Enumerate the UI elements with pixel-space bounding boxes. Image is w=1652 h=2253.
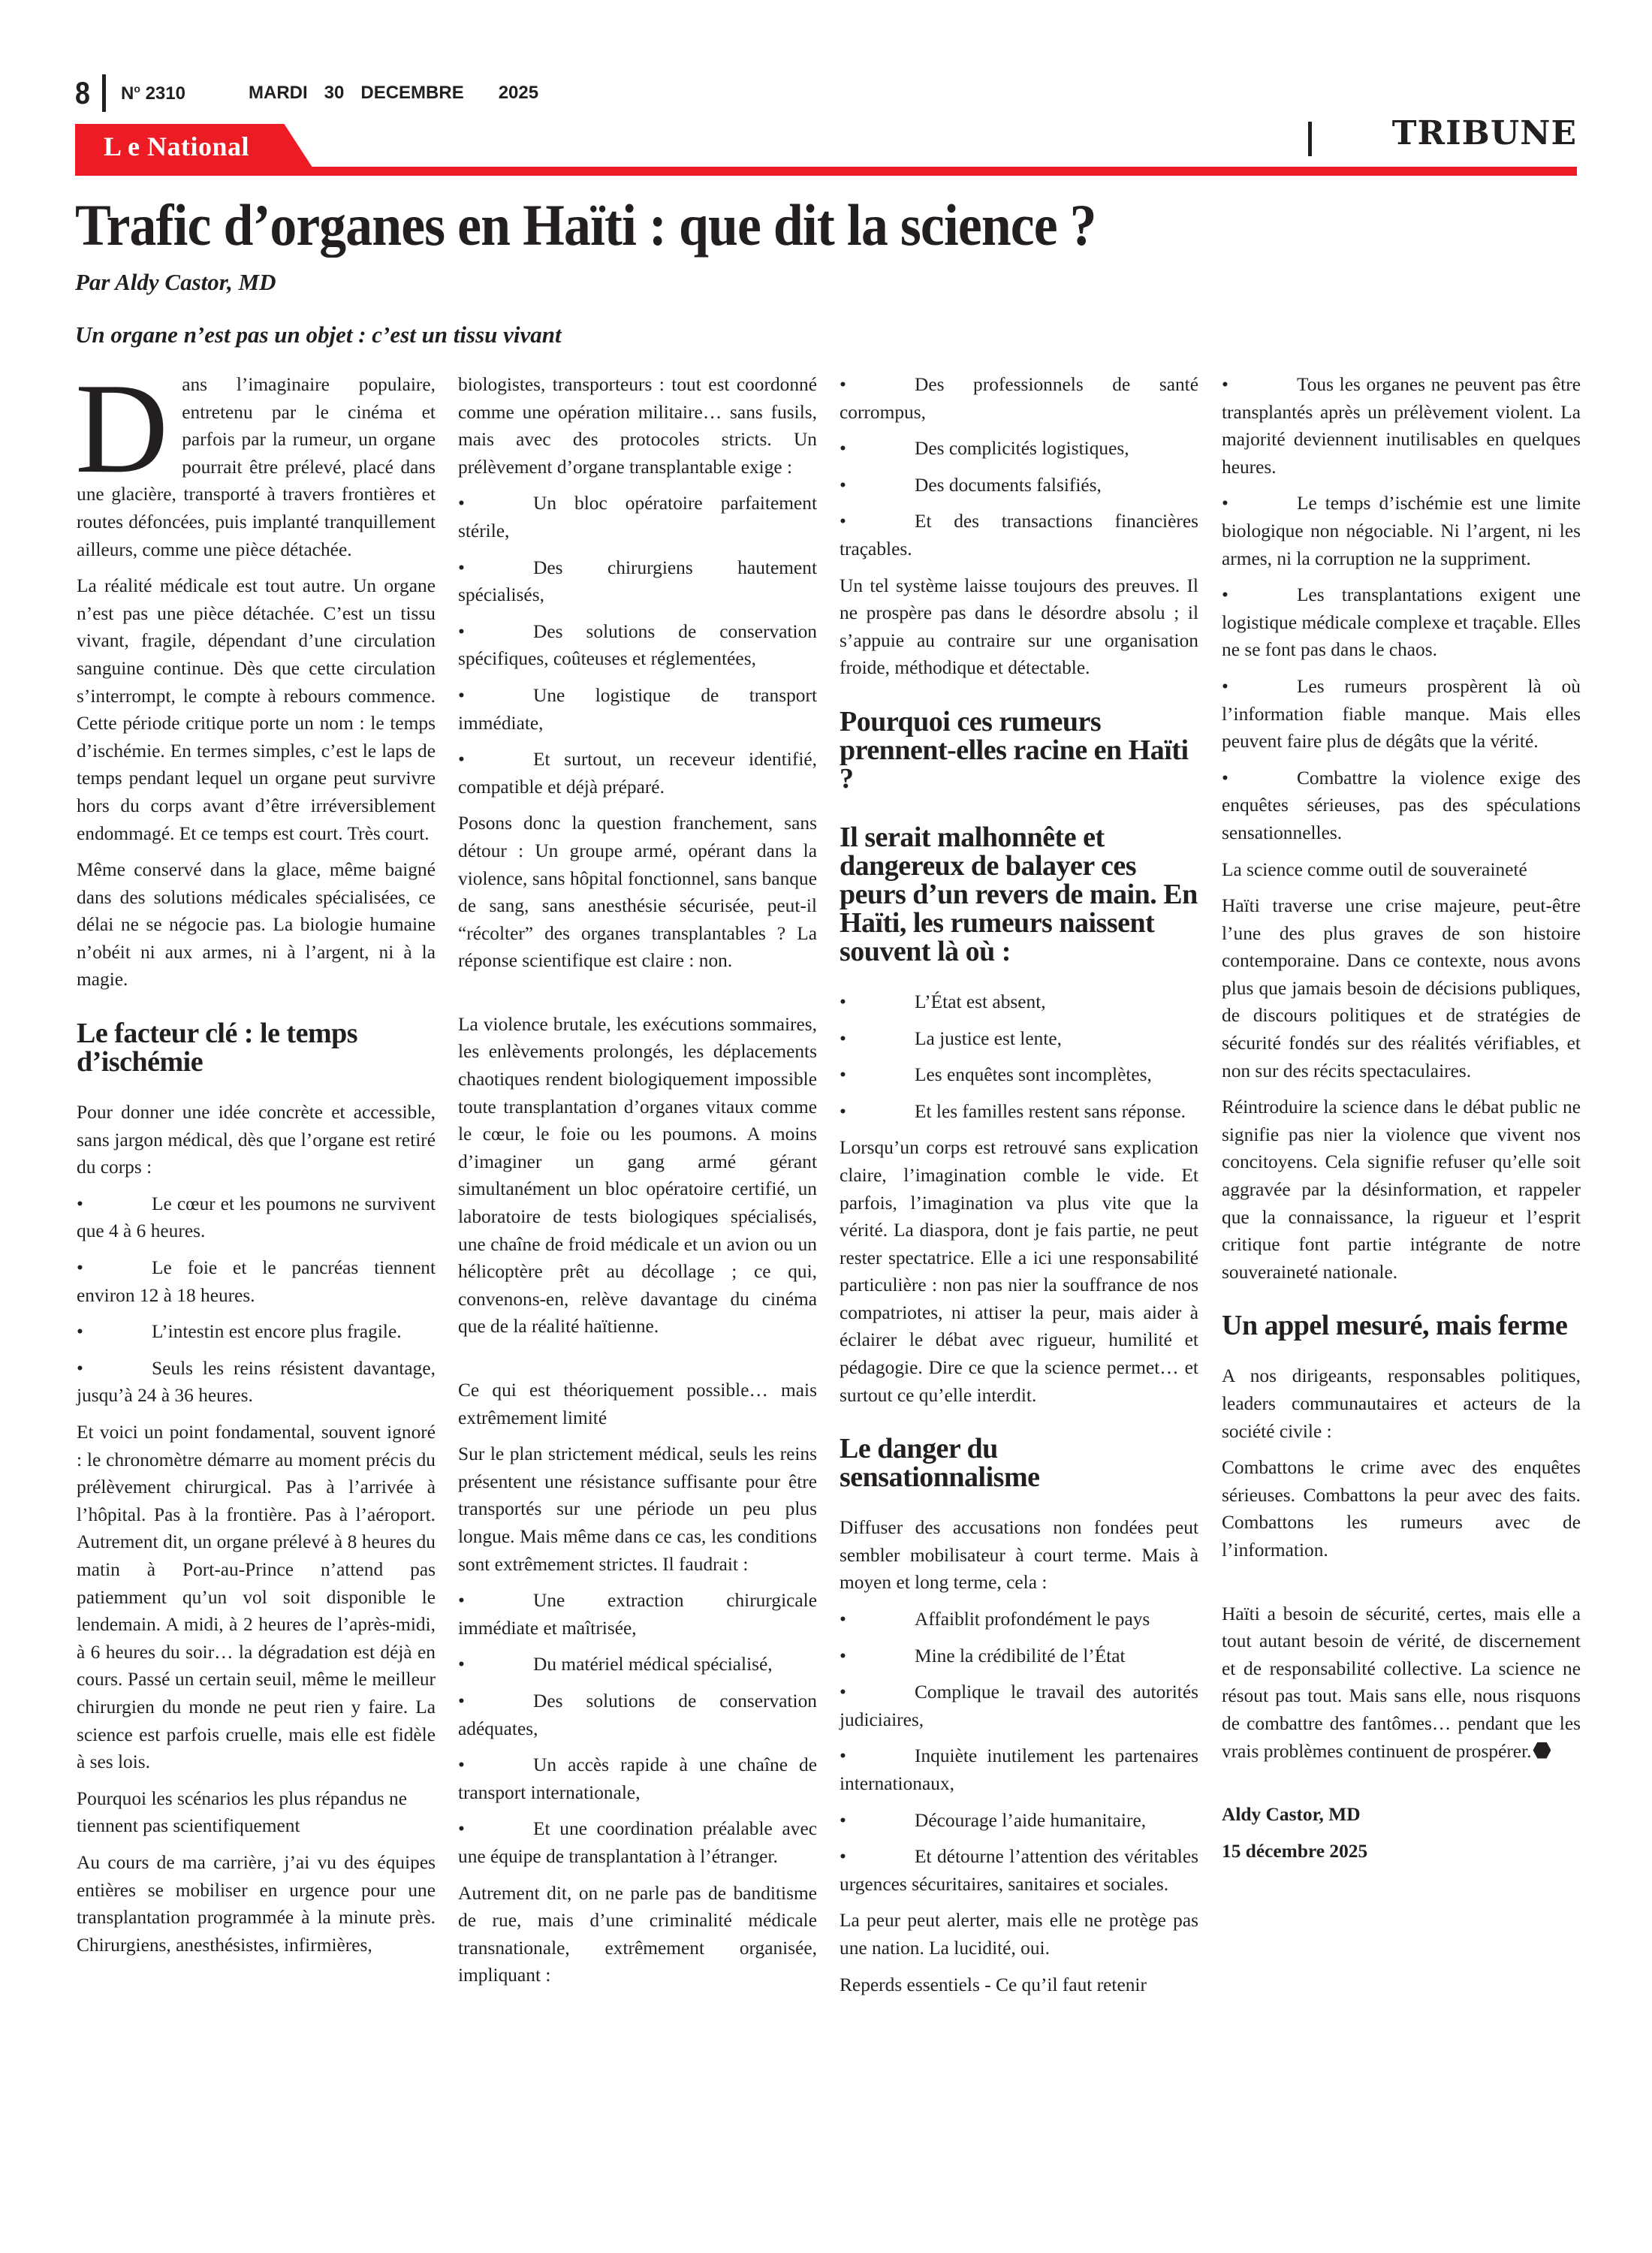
bullet-icon: • — [1222, 584, 1228, 606]
paragraph: Sur le plan strictement médical, seuls les reins présentent une résistance suffisante pour être transportés sur une période un peu plus longue. Mais même dans ce cas, les conditions sont extrêmement strictes. Il faudrait : — [458, 1443, 817, 1575]
bullet-icon: • — [458, 684, 465, 706]
issue-number — [121, 83, 249, 104]
list-item-text: Affaiblit profondément le pays — [915, 1609, 1150, 1630]
list-item-text: Des solutions de conservation adéquates, — [458, 1690, 817, 1739]
date-day: 30 — [324, 83, 345, 103]
list-item-text: Des complicités logistiques, — [915, 438, 1129, 460]
bullet-icon: • — [840, 438, 846, 460]
list-item — [77, 1190, 436, 1245]
list-item-text: Et des transactions financières traçables. — [840, 511, 1198, 559]
page-number: 8 — [75, 75, 90, 110]
list-item-text: Des solutions de conservation spécifiques, coûteuses et réglementées, — [458, 620, 817, 670]
paragraph — [1222, 1600, 1581, 1766]
bullet-icon: • — [840, 1100, 846, 1122]
bullet-icon: • — [458, 556, 465, 578]
paragraph: La science comme outil de souveraineté — [1222, 858, 1527, 880]
bullet-icon: • — [840, 474, 846, 496]
list-item-text: Le cœur et les poumons ne survivent que 4 à 6 heures. — [77, 1193, 436, 1242]
list-item — [77, 1318, 436, 1346]
intro-text: ans l’imaginaire populaire, entretenu par le cinéma et parfois par la rumeur, un organe pourrait être prélevé, placé dans une glacière, transporté à travers frontières et routes défoncées, puis implanté tranquillement ailleurs, comme une pièce détachée. — [77, 374, 436, 560]
list-item — [458, 554, 817, 609]
paragraph: biologistes, transporteurs : tout est coordonné comme une opération militaire… sans fusils, mais avec des protocoles stricts. Un prélèvement d’organe transplantable exige : — [458, 374, 817, 478]
paragraph: Posons donc la question franchement, sans détour : Un groupe armé, opérant dans la violence, sans hôpital fonctionnel, sans banque de sang, sans anesthésie sécurisée, peut-il “récolter” des organes transplantables ? La réponse scientifique est claire : non. — [458, 813, 817, 972]
column-2 — [458, 371, 817, 1998]
list-item — [840, 472, 1198, 499]
end-mark-icon — [1533, 1742, 1551, 1759]
list-item — [840, 988, 1198, 1016]
bullet-icon: • — [458, 1654, 465, 1675]
bullet-icon: • — [840, 1846, 846, 1868]
list-item-text: Un bloc opératoire parfaitement stérile, — [458, 493, 817, 541]
paragraph: Un tel système laisse toujours des preuves. Il ne prospère pas dans le désordre absolu ; il s’appuie au contraire sur une organisation froide, méthodique et détectable. — [840, 575, 1198, 679]
list-item — [840, 1642, 1198, 1670]
masthead-info — [75, 74, 555, 113]
masthead-divider — [102, 74, 106, 112]
list-item — [458, 746, 817, 801]
list-item — [840, 508, 1198, 562]
signature-date: 15 décembre 2025 — [1222, 1840, 1368, 1862]
list-item — [77, 1254, 436, 1309]
date-month: DECEMBRE — [360, 83, 464, 103]
list-item — [840, 1098, 1198, 1126]
paragraph: A nos dirigeants, responsables politiques, leaders communautaires et acteurs de la société civile : — [1222, 1365, 1581, 1442]
date-year: 2025 — [498, 83, 539, 103]
bullet-icon: • — [458, 1590, 465, 1612]
column-1 — [75, 357, 436, 1968]
list-item-text: Complique le travail des autorités judiciaires, — [840, 1681, 1198, 1730]
list-item-text: Et une coordination préalable avec une équipe de transplantation à l’étranger. — [458, 1818, 817, 1867]
list-item — [840, 435, 1198, 463]
issue-sup: o — [134, 82, 140, 95]
list-item-text: Et détourne l’attention des véritables urgences sécuritaires, sanitaires et sociales. — [840, 1846, 1198, 1895]
list-item-text: Et surtout, un receveur identifié, compatible et déjà préparé. — [458, 749, 817, 798]
subheading-appel: Un appel mesuré, mais ferme — [1222, 1310, 1568, 1342]
list-item — [840, 1807, 1198, 1835]
paragraph: Ce qui est théoriquement possible… mais extrêmement limité — [458, 1380, 817, 1428]
list-item-text: Inquiète inutilement les partenaires internationaux, — [840, 1745, 1198, 1794]
list-item — [77, 1355, 436, 1410]
paragraph: La réalité médicale est tout autre. Un organe n’est pas une pièce détachée. C’est un tissu vivant, fragile, dépendant d’une circulation sanguine continue. Dès que cette circulation s’interrompt, le compte à rebours commence. Cette période critique porte un nom : le temps d’ischémie. En termes simples, c’est le laps de temps pendant lequel un organe peut survivre hors du corps avant d’être irréversiblement endommagé. Et ce temps est court. Très court. — [77, 575, 436, 844]
bullet-icon: • — [77, 1321, 83, 1343]
bullet-icon: • — [840, 1681, 846, 1703]
list-item-text: Tous les organes ne peuvent pas être transplantés après un prélèvement violent. La majorité deviennent inutilisables en quelques heures. — [1222, 374, 1581, 478]
list-item — [1222, 490, 1581, 572]
bullet-icon: • — [1222, 675, 1228, 697]
list-item — [840, 1606, 1198, 1633]
list-item-text: Et les familles restent sans réponse. — [915, 1100, 1186, 1122]
section-label: TRIBUNE — [1391, 114, 1577, 152]
list-item — [840, 371, 1198, 426]
list-item — [458, 1687, 817, 1742]
list-item-text: L’intestin est encore plus fragile. — [152, 1321, 402, 1343]
list-item — [840, 1843, 1198, 1898]
bullet-icon: • — [458, 749, 465, 771]
list-item-text: Les rumeurs prospèrent là où l’information fiable manque. Mais elles peuvent faire plus de dégâts que la vérité. — [1222, 675, 1581, 753]
list-item — [458, 1751, 817, 1806]
column-4 — [1222, 371, 1581, 1874]
issue-value: 2310 — [145, 83, 185, 104]
bullet-icon: • — [77, 1193, 83, 1214]
paragraph: Réintroduire la science dans le débat public ne signifie pas nier la violence que vivent nos concitoyens. Cela signifie refuser qu’elle soit aggravée par la désinformation, et rappeler que la connaissance, la rigueur et l’esprit critique font partie intégrante de notre souveraineté nationale. — [1222, 1096, 1581, 1283]
list-item-text: Décourage l’aide humanitaire, — [915, 1809, 1147, 1831]
list-item-text: Mine la crédibilité de l’État — [915, 1645, 1126, 1666]
bullet-icon: • — [840, 1809, 846, 1831]
list-item — [458, 682, 817, 737]
spacer — [1222, 1573, 1581, 1600]
list-item — [458, 1587, 817, 1642]
bullet-icon: • — [1222, 374, 1228, 395]
paragraph: Et voici un point fondamental, souvent ignoré : le chronomètre démarre au moment précis du prélèvement chirurgical. Pas à l’arrivée à l’hôpital. Pas à la frontière. Pas à l’aéroport. Autrement dit, un organe prélevé à 8 heures du matin à Port-au-Prince n’attend pas patiemment qu’un vol soit disponible le lendemain. A midi, à 2 heures de l’après-midi, à 6 heures du soir… la dégradation est déjà en cours. Passé un certain seuil, même le meilleur chirurgien du monde ne peut rien y faire. La science est parfois cruelle, mais elle est fidèle à ses lois. — [77, 1422, 436, 1773]
bullet-icon: • — [77, 1257, 83, 1279]
list-item-text: Seuls les reins résistent davantage, jusqu’à 24 à 36 heures. — [77, 1357, 436, 1407]
spacer — [1222, 1774, 1581, 1801]
bullet-icon: • — [840, 1027, 846, 1049]
list-item-text: Un accès rapide à une chaîne de transport internationale, — [458, 1754, 817, 1803]
list-item-text: La justice est lente, — [915, 1027, 1062, 1049]
bullet-icon: • — [840, 511, 846, 532]
bullet-icon: • — [1222, 493, 1228, 514]
list-item-text: Des documents falsifiés, — [915, 474, 1102, 496]
paragraph: Pourquoi les scénarios les plus répandus ne tiennent pas scientifiquement — [77, 1787, 408, 1837]
red-rule — [75, 167, 1577, 176]
list-item — [1222, 371, 1581, 481]
subheading-ischemie: Le facteur clé : le temps d’ischémie — [77, 1018, 358, 1078]
spacer — [458, 984, 817, 1011]
subheading-malhonnete: Il serait malhonnête et dangereux de balayer ces peurs d’un revers de main. En Haïti, les rumeurs naissent souvent là où : — [840, 821, 1198, 967]
drop-cap: D — [75, 357, 169, 500]
paragraph: Combattons le crime avec des enquêtes sérieuses. Combattons la peur avec des faits. Combattons les rumeurs avec de l’information. — [1222, 1457, 1581, 1561]
paragraph: Lorsqu’un corps est retrouvé sans explication claire, l’imagination comble le vide. Et parfois, l’imagination va plus vite que la vérité. La diaspora, dont je fais partie, ne peut rester spectatrice. Elle a ici une responsabilité particulière : non pas nier la souffrance de nos compatriotes, ni attiser la peur, mais aider à éclairer le débat avec rigueur, humilité et pédagogie. Dire ce que la science permet… et surtout ce qu’elle interdit. — [840, 1137, 1198, 1406]
article-title: Trafic d’organes en Haïti : que dit la science ? — [75, 192, 1096, 258]
list-item — [840, 1742, 1198, 1797]
list-item-text: Du matériel médical spécialisé, — [533, 1654, 773, 1675]
bullet-icon: • — [458, 493, 465, 514]
list-item — [458, 490, 817, 544]
column-3 — [840, 371, 1198, 2007]
subheading-rumeurs: Pourquoi ces rumeurs prennent-elles racine en Haïti ? — [840, 705, 1189, 795]
list-item — [458, 1651, 817, 1678]
list-item-text: Les transplantations exigent une logistique médicale complexe et traçable. Elles ne se font pas dans le chaos. — [1222, 584, 1581, 661]
paragraph: Au cours de ma carrière, j’ai vu des équipes entières se mobiliser en urgence pour une transplantation programmée à la minute près. Chirurgiens, anesthésistes, infirmières, — [77, 1851, 436, 1956]
bullet-icon: • — [1222, 767, 1228, 789]
issue-prefix: N — [121, 83, 134, 104]
list-item-text: Le foie et le pancréas tiennent environ 12 à 18 heures. — [77, 1257, 436, 1306]
intro-paragraph — [75, 357, 436, 563]
paragraph: La violence brutale, les exécutions sommaires, les enlèvements prolongés, les déplacements chaotiques rendent biologiquement impossible toute transplantation d’organes vitaux comme le cœur, le foie ou les poumons. A moins d’imaginer un gang armé gérant simultanément un bloc opératoire certifié, un laboratoire de tests biologiques spécialisés, une chaîne de froid médicale et un avion ou un hélicoptère prêt au décollage ; ce qui, convenons-en, relève davantage du cinéma que de la réalité haïtienne. — [458, 1013, 817, 1338]
list-item — [840, 1025, 1198, 1053]
bullet-icon: • — [458, 620, 465, 642]
brand-logo: L e National — [104, 131, 250, 161]
bullet-icon: • — [840, 374, 846, 395]
list-item-text: Des chirurgiens hautement spécialisés, — [458, 556, 817, 606]
bullet-icon: • — [77, 1357, 83, 1379]
list-item-text: Les enquêtes sont incomplètes, — [915, 1064, 1152, 1086]
list-item — [1222, 581, 1581, 664]
bullet-icon: • — [840, 1064, 846, 1086]
bullet-icon: • — [458, 1818, 465, 1840]
list-item-text: Le temps d’ischémie est une limite biologique non négociable. Ni l’argent, ni les armes, ni la corruption ne la suppriment. — [1222, 493, 1581, 569]
bullet-icon: • — [840, 991, 846, 1012]
paragraph: Diffuser des accusations non fondées peut sembler mobilisateur à court terme. Mais à moyen et long terme, cela : — [840, 1517, 1198, 1594]
bullet-icon: • — [840, 1645, 846, 1666]
paragraph: Reperds essentiels - Ce qu’il faut retenir — [840, 1974, 1147, 1995]
list-item-text: Une extraction chirurgicale immédiate et maîtrisée, — [458, 1590, 817, 1639]
bullet-icon: • — [840, 1609, 846, 1630]
list-item — [840, 1061, 1198, 1089]
list-item — [458, 1815, 817, 1870]
list-item-text: L’État est absent, — [915, 991, 1046, 1012]
bullet-icon: • — [458, 1754, 465, 1776]
paragraph: La peur peut alerter, mais elle ne protège pas une nation. La lucidité, oui. — [840, 1910, 1198, 1959]
paragraph: Autrement dit, on ne parle pas de banditisme de rue, mais d’une criminalité médicale transnationale, extrêmement organisée, impliquant : — [458, 1882, 817, 1986]
list-item — [458, 618, 817, 673]
paragraph: Pour donner une idée concrète et accessible, sans jargon médical, dès que l’organe est retiré du corps : — [77, 1102, 436, 1178]
paragraph: Même conservé dans la glace, même baigné dans des solutions médicales spécialisées, ce délai ne se négocie pas. La biologie humaine n’obéit ni aux armes, ni à l’argent, ni à la magie. — [77, 859, 436, 991]
article-kicker: Un organe n’est pas un objet : c’est un tissu vivant — [75, 321, 562, 348]
date-weekday: MARDI — [249, 83, 308, 103]
section-divider — [1308, 122, 1312, 156]
list-item — [1222, 673, 1581, 756]
bullet-icon: • — [840, 1745, 846, 1767]
bullet-icon: • — [458, 1690, 465, 1712]
subheading-danger: Le danger du sensationnalisme — [840, 1433, 1040, 1494]
spacer — [458, 1350, 817, 1377]
paragraph: Haïti traverse une crise majeure, peut-être l’une des plus graves de son histoire contemporaine. Dans ce contexte, nous avons plus que jamais besoin de décisions publiques, de discours politiques et de stratégies de sécurité fondés sur des réalités vérifiables, et non sur des récits spectaculaires. — [1222, 895, 1581, 1081]
list-item — [1222, 765, 1581, 847]
list-item-text: Des professionnels de santé corrompus, — [840, 374, 1198, 423]
closing-text: Haïti a besoin de sécurité, certes, mais elle a tout autant besoin de vérité, de discernement et de responsabilité collective. La science ne résout pas tout. Mais sans elle, nous risquons de combattre des fantômes… pendant que les vrais problèmes continuent de prospérer. — [1222, 1603, 1581, 1762]
list-item-text: Combattre la violence exige des enquêtes sérieuses, pas des spéculations sensationnelles. — [1222, 767, 1581, 843]
list-item-text: Une logistique de transport immédiate, — [458, 684, 817, 734]
list-item — [840, 1678, 1198, 1733]
signature-name: Aldy Castor, MD — [1222, 1804, 1361, 1826]
article-byline: Par Aldy Castor, MD — [75, 269, 276, 295]
